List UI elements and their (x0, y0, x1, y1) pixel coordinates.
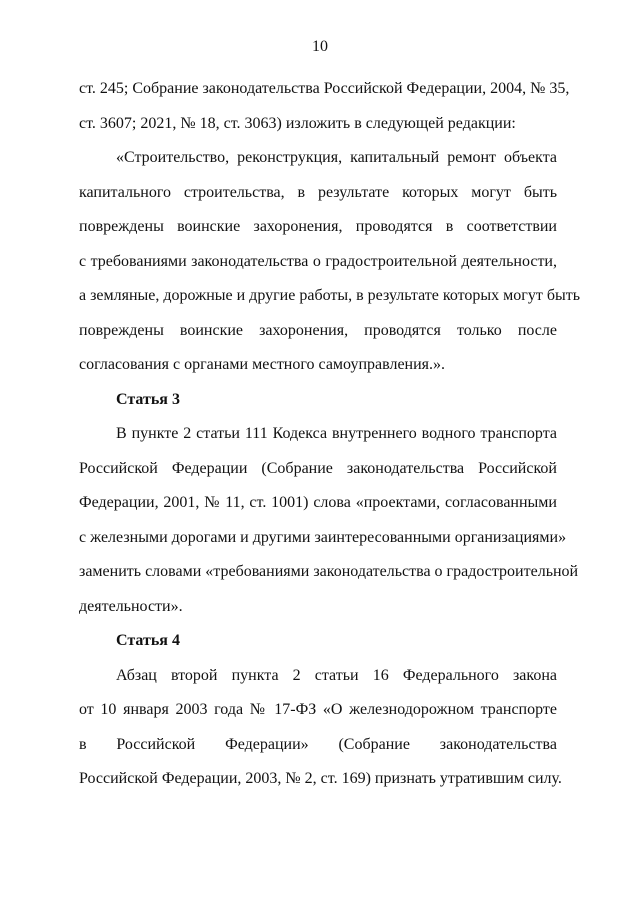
text-line: Федерации, 2001, № 11, ст. 1001) слова «проектами, согласованными (79, 494, 557, 511)
document-body (79, 72, 581, 797)
text-line: капитального строительства, в результате которых могут быть (79, 183, 557, 201)
article-heading: Статья 4 (116, 632, 180, 649)
text-line: Абзац второй пункта 2 статьи 16 Федерального закона (116, 666, 557, 684)
text-line: деятельности». (79, 597, 183, 615)
text-line: с железными дорогами и другими заинтересованными организациями» (79, 528, 567, 546)
text-line: в Российской Федерации» (Собрание законодательства (79, 735, 557, 753)
text-line: а земляные, дорожные и другие работы, в результате которых могут быть (79, 287, 581, 304)
text-line: от 10 января 2003 года № 17-ФЗ «О железнодорожном транспорте (79, 701, 557, 718)
text-line: Российской Федерации (Собрание законодательства Российской (79, 459, 557, 477)
text-line: ст. 245; Собрание законодательства Российской Федерации, 2004, № 35, (79, 80, 570, 97)
text-line: с требованиями законодательства о градостроительной деятельности, (79, 252, 557, 270)
page-number: 10 (312, 38, 328, 55)
text-line: В пункте 2 статьи 111 Кодекса внутреннего водного транспорта (116, 425, 557, 442)
text-line: «Строительство, реконструкция, капитальный ремонт объекта (116, 149, 557, 166)
text-line: заменить словами «требованиями законодательства о градостроительной (79, 563, 579, 580)
text-line: повреждены воинские захоронения, проводятся только после (79, 321, 557, 339)
text-line: согласования с органами местного самоуправления.». (79, 356, 446, 373)
text-line: повреждены воинские захоронения, проводятся в соответствии (79, 218, 557, 235)
text-line: Российской Федерации, 2003, № 2, ст. 169) признать утратившим силу. (79, 770, 562, 787)
text-line: ст. 3607; 2021, № 18, ст. 3063) изложить в следующей редакции: (79, 114, 516, 132)
article-heading: Статья 3 (116, 390, 180, 408)
